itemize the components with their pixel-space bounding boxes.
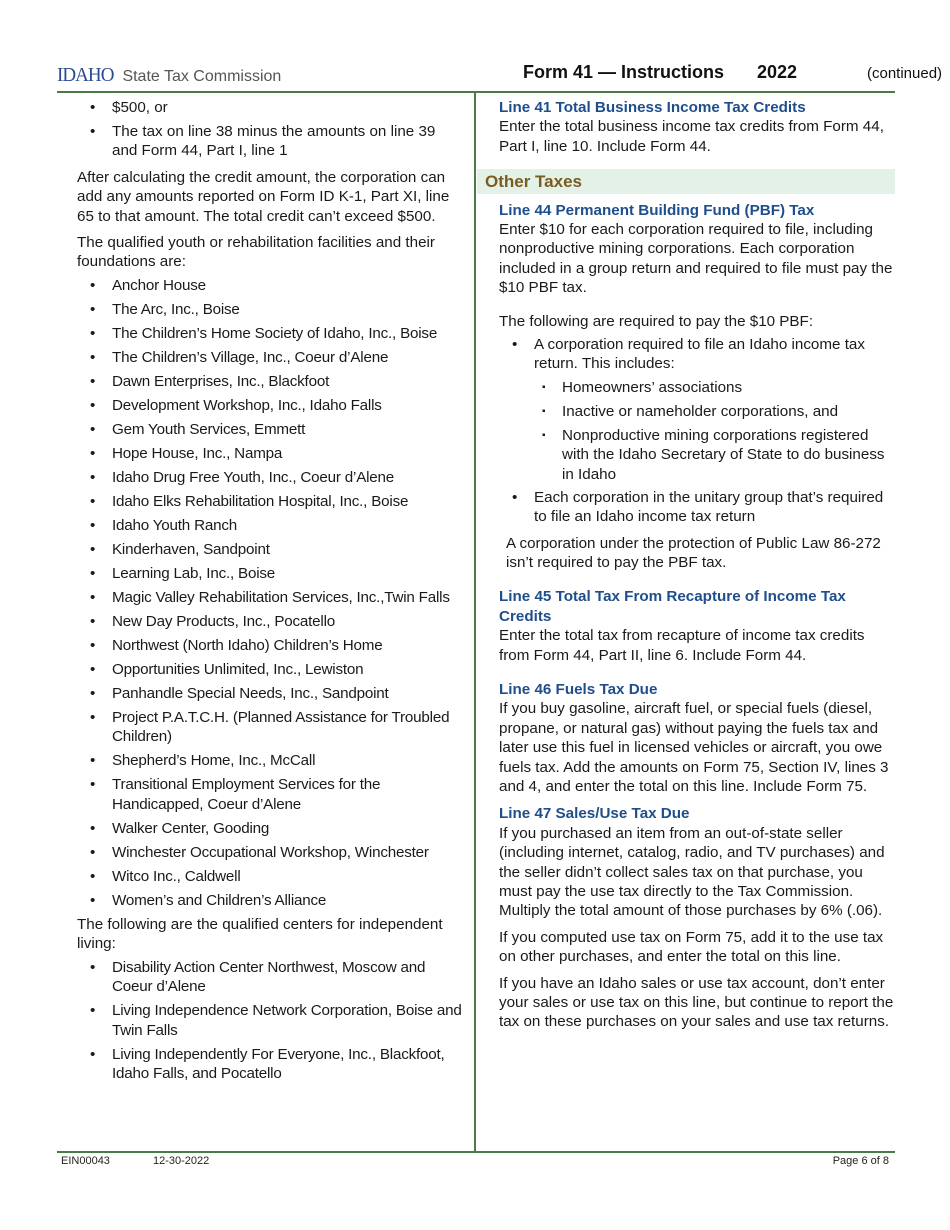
line44-text: Enter $10 for each corporation required to file, including nonproductive mining corporations. Each corporation included in a group return and required to file must pay the $10 PBF tax. — [499, 221, 893, 297]
list-item: • Winchester Occupational Workshop, Winchester — [77, 843, 462, 862]
list-item: • Development Workshop, Inc., Idaho Falls — [77, 396, 462, 415]
form-year: 2022 — [757, 62, 798, 82]
line46-text: If you buy gasoline, aircraft fuel, or special fuels (diesel, propane, or natural gas) without paying the fuels tax and later use this fuel in licensed vehicles or aircraft, you owe fuels tax. Add the amounts on Form 75, Section IV, lines 3 and 4, and enter the total on this line. Include Form 75. — [499, 700, 889, 795]
list-item: ▪ Inactive or nameholder corporations, and — [534, 402, 895, 421]
list-item: • $500, or — [77, 98, 462, 117]
line47-text-1: If you purchased an item from an out-of-state seller (including internet, catalog, radio, and TV purchases) and the seller didn’t collect sales tax on that purchase, you must pay the use tax directly to the Tax Commission. Multiply the total amount of those purchases by 6% (.06). — [499, 824, 885, 920]
list-item: • Kinderhaven, Sandpoint — [77, 540, 462, 559]
list-item: • Disability Action Center Northwest, Moscow and Coeur d’Alene — [77, 958, 462, 997]
list-item: • Shepherd’s Home, Inc., McCall — [77, 751, 462, 770]
pbf-public-law: A corporation under the protection of Public Law 86-272 isn’t required to pay the PBF tax. — [506, 534, 881, 571]
list-item: • Walker Center, Gooding — [77, 819, 462, 838]
left-column — [77, 98, 462, 1084]
list-item: • Northwest (North Idaho) Children’s Home — [77, 636, 462, 655]
list-item: • Living Independence Network Corporation, Boise and Twin Falls — [77, 1001, 462, 1040]
idaho-logo — [57, 64, 281, 87]
line47-heading: Line 47 Sales/Use Tax Due — [499, 805, 690, 823]
list-item: • Learning Lab, Inc., Boise — [77, 564, 462, 583]
line44-following: The following are required to pay the $10 PBF: — [499, 312, 814, 330]
line46-heading: Line 46 Fuels Tax Due — [499, 680, 658, 698]
list-item: • Each corporation in the unitary group that’s required to file an Idaho income tax return — [499, 488, 895, 527]
credit-limit-list — [77, 98, 462, 161]
pbf-required-list — [499, 335, 895, 526]
footer-page-number: Page 6 of 8 — [832, 1155, 889, 1167]
list-item: • Witco Inc., Caldwell — [77, 867, 462, 886]
line47-text-2: If you computed use tax on Form 75, add it to the use tax on other purchases, and enter the total on this line. — [499, 928, 884, 966]
list-item: • Idaho Drug Free Youth, Inc., Coeur d’Alene — [77, 468, 462, 487]
footer-rule — [57, 1151, 895, 1153]
page-header — [57, 60, 943, 92]
logo-mark: IDAHO — [57, 64, 114, 86]
list-item: • Panhandle Special Needs, Inc., Sandpoint — [77, 684, 462, 703]
paragraph-after-calc: After calculating the credit amount, the corporation can add any amounts reported on Form ID K-1, Part XI, line 65 to that amount. The total credit can’t exceed $500. — [77, 168, 450, 225]
list-item: • Dawn Enterprises, Inc., Blackfoot — [77, 372, 462, 391]
line45-heading: Line 45 Total Tax From Recapture of Income Tax Credits — [499, 588, 846, 625]
pbf-item-1: A corporation required to file an Idaho income tax return. This includes: — [534, 336, 865, 373]
list-item: • The Children’s Home Society of Idaho, Inc., Boise — [77, 324, 462, 343]
other-taxes-heading: Other Taxes — [477, 169, 895, 193]
list-item: • Opportunities Unlimited, Inc., Lewiston — [77, 660, 462, 679]
list-item — [499, 335, 895, 484]
footer-form-code: EIN00043 — [61, 1155, 110, 1167]
list-item: • Idaho Elks Rehabilitation Hospital, Inc., Boise — [77, 492, 462, 511]
list-item: • Gem Youth Services, Emmett — [77, 420, 462, 439]
line45-text: Enter the total tax from recapture of income tax credits from Form 44, Part II, line 6. Include Form 44. — [499, 627, 865, 664]
list-item: • Women’s and Children’s Alliance — [77, 891, 462, 910]
list-item: ▪ Nonproductive mining corporations registered with the Idaho Secretary of State to do business in Idaho — [534, 426, 895, 484]
list-item: • Anchor House — [77, 276, 462, 295]
form-title: Form 41 — Instructions — [523, 62, 725, 82]
list-item: • Living Independently For Everyone, Inc., Blackfoot, Idaho Falls, and Pocatello — [77, 1045, 462, 1084]
line41-heading: Line 41 Total Business Income Tax Credits — [499, 99, 806, 116]
column-divider — [474, 92, 476, 1151]
list-item: • New Day Products, Inc., Pocatello — [77, 612, 462, 631]
paragraph-facilities: The qualified youth or rehabilitation facilities and their foundations are: — [77, 234, 435, 271]
footer-date: 12-30-2022 — [153, 1155, 210, 1167]
right-column — [477, 98, 895, 1032]
continued-label: (continued) — [867, 65, 943, 82]
centers-list — [77, 958, 462, 1084]
logo-text: State Tax Commission — [122, 68, 282, 85]
line47-text-3: If you have an Idaho sales or use tax account, don’t enter your sales or use tax on this line, but continue to report the tax on these purchases on your sales and use tax returns. — [499, 974, 894, 1031]
pbf-sublist — [534, 378, 895, 484]
list-item: • The Children’s Village, Inc., Coeur d’Alene — [77, 348, 462, 367]
list-item: ▪ Homeowners’ associations — [534, 378, 895, 397]
paragraph-centers: The following are the qualified centers for independent living: — [77, 916, 443, 953]
line44-heading: Line 44 Permanent Building Fund (PBF) Tax — [499, 201, 815, 219]
facilities-list — [77, 276, 462, 910]
list-item: • Transitional Employment Services for the Handicapped, Coeur d’Alene — [77, 775, 462, 814]
list-item: • Magic Valley Rehabilitation Services, Inc.,Twin Falls — [77, 588, 462, 607]
header-rule — [57, 91, 895, 93]
list-item: • The Arc, Inc., Boise — [77, 300, 462, 319]
list-item: • Hope House, Inc., Nampa — [77, 444, 462, 463]
list-item: • Project P.A.T.C.H. (Planned Assistance for Troubled Children) — [77, 708, 462, 747]
list-item: • Idaho Youth Ranch — [77, 516, 462, 535]
list-item: • The tax on line 38 minus the amounts on line 39 and Form 44, Part I, line 1 — [77, 122, 462, 161]
line41-text: Enter the total business income tax credits from Form 44, Part I, line 10. Include Form 44. — [499, 118, 884, 155]
